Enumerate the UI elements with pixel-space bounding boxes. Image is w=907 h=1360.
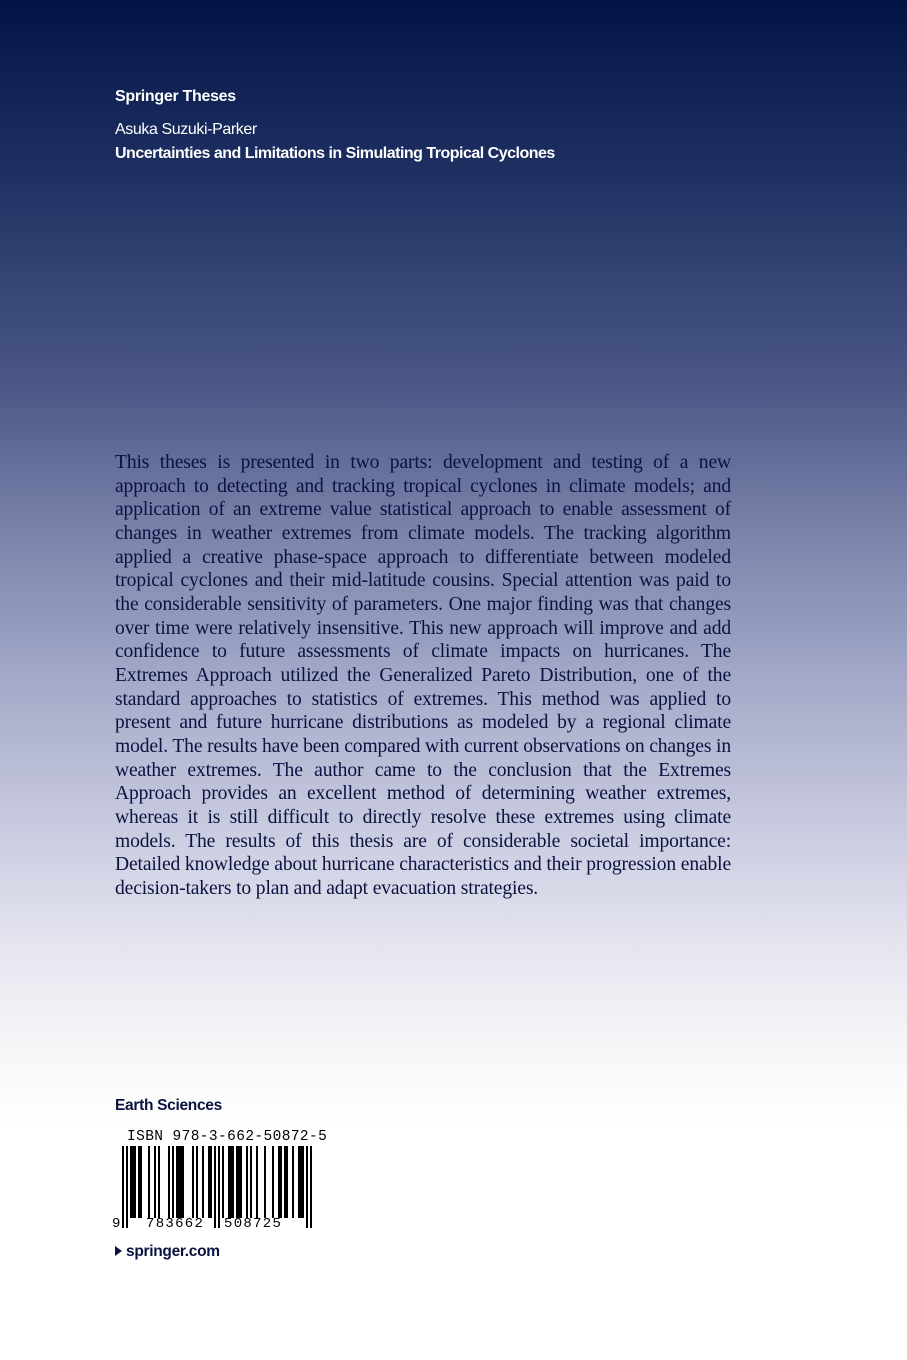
barcode-bar (240, 1146, 242, 1218)
barcode-bar (214, 1146, 216, 1228)
barcode-bar (298, 1146, 300, 1218)
barcode-bar (218, 1146, 220, 1228)
barcode-bar (246, 1146, 248, 1218)
book-title: Uncertainties and Limitations in Simulating Tropical Cyclones (115, 145, 555, 162)
barcode-bar (158, 1146, 160, 1218)
barcode-bar (172, 1146, 174, 1218)
barcode-bar (292, 1146, 294, 1218)
barcode-bar (168, 1146, 170, 1218)
barcode-bar (138, 1146, 140, 1218)
barcode-bar (148, 1146, 150, 1218)
barcode-bar (222, 1146, 224, 1218)
barcode-bar (134, 1146, 136, 1218)
barcode-bar (208, 1146, 210, 1218)
publisher-website[interactable] (115, 1243, 220, 1261)
barcode-bar (280, 1146, 282, 1218)
arrow-right-icon (115, 1246, 122, 1256)
subject-category: Earth Sciences (115, 1097, 222, 1114)
barcode-bar (230, 1146, 232, 1218)
barcode-bar (310, 1146, 312, 1228)
barcode-bar (306, 1146, 308, 1228)
barcode-bar (264, 1146, 266, 1218)
barcode-bar (178, 1146, 180, 1218)
barcode-bar (192, 1146, 194, 1218)
barcode-bar (232, 1146, 234, 1218)
barcode-bar (256, 1146, 258, 1218)
barcode-bar (196, 1146, 198, 1218)
barcode-bar (154, 1146, 156, 1218)
barcode-bar (272, 1146, 274, 1218)
barcode-bar (202, 1146, 204, 1218)
barcode-bar (300, 1146, 302, 1218)
website-text: springer.com (126, 1243, 220, 1260)
book-description: This theses is presented in two parts: development and testing of a new approach to detecting and tracking tropical cyclones in climate models; and application of an extreme value statistical approach to enable assessment of changes in weather extremes from climate models. The tracking algorithm applied a creative phase-space approach to differentiate between modeled tropical cyclones and their mid-latitude cousins. Special attention was paid to the considerable sensitivity of parameters. One major finding was that changes over time were relatively insensitive. This new approach will improve and add confidence to future assessments of climate impacts on hurricanes. The Extremes Approach utilized the Generalized Pareto Distribution, one of the standard approaches to statistics of extremes. This method was applied to present and future hurricane distributions as modeled by a regional climate model. The results have been compared with current observations on changes in weather extremes. The author came to the conclusion that the Extremes Approach provides an excellent method of determining weather extremes, whereas it is still difficult to directly resolve these extremes using climate models. The results of this thesis are of considerable societal importance: Detailed knowledge about hurricane characteristics and their progression enable decision-takers to plan and adapt evacuation strategies. (115, 452, 731, 899)
barcode-bar (180, 1146, 182, 1218)
barcode-right-digits: 508725 (224, 1216, 283, 1232)
barcode-lead-digit: 9 (112, 1216, 121, 1232)
barcode-bar (132, 1146, 134, 1218)
barcode-bar (210, 1146, 212, 1218)
barcode-bar (302, 1146, 304, 1218)
barcode-bar (284, 1146, 286, 1218)
barcode-bar (130, 1146, 132, 1218)
author-name: Asuka Suzuki-Parker (115, 121, 257, 138)
barcode-bar (238, 1146, 240, 1218)
barcode-bar (126, 1146, 128, 1228)
barcode-bar (250, 1146, 252, 1218)
barcode-bar (236, 1146, 238, 1218)
barcode-bar (182, 1146, 184, 1218)
barcode-bar (286, 1146, 288, 1218)
barcode (112, 1146, 312, 1232)
barcode-left-digits: 783662 (146, 1216, 205, 1232)
barcode-bar (278, 1146, 280, 1218)
isbn-label: ISBN 978-3-662-50872-5 (127, 1129, 328, 1145)
barcode-bar (122, 1146, 124, 1228)
barcode-bar (176, 1146, 178, 1218)
barcode-bar (228, 1146, 230, 1218)
series-name: Springer Theses (115, 88, 236, 105)
barcode-bar (140, 1146, 142, 1218)
